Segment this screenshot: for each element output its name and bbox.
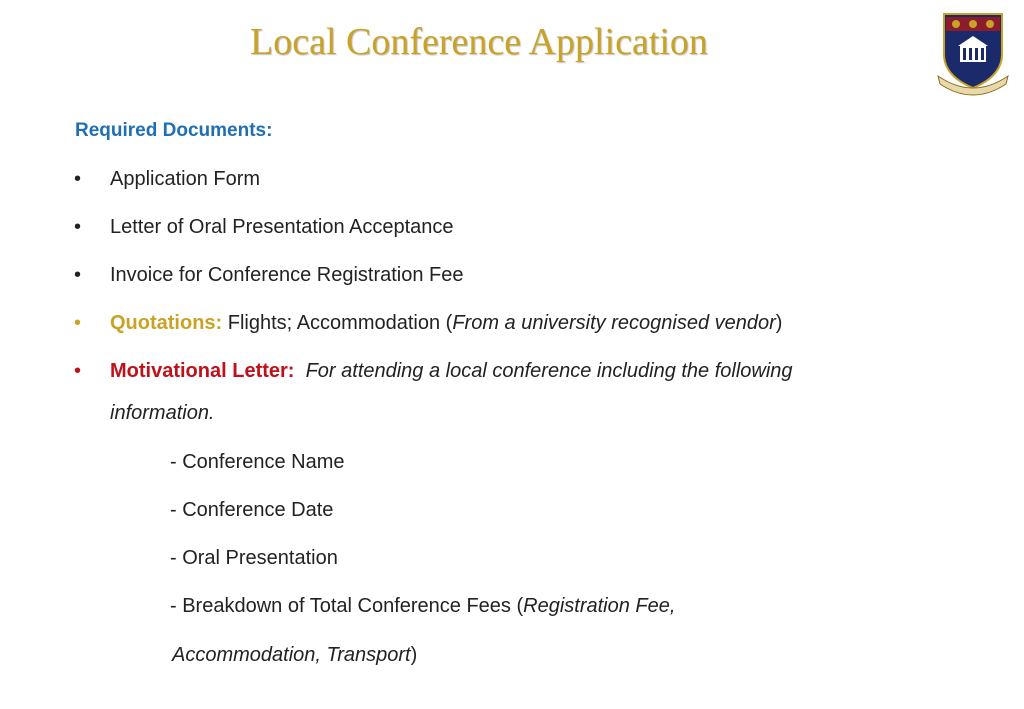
list-item-quotations — [110, 312, 782, 335]
quotations-text: Flights; Accommodation ( — [222, 312, 453, 334]
page-title: Local Conference Application — [250, 21, 708, 63]
bullet-marker: • — [74, 312, 82, 334]
quotations-label: Quotations: — [110, 312, 223, 334]
fee-breakdown-text: - Breakdown of Total Conference Fees ( — [170, 595, 524, 617]
fee-breakdown-close: ) — [410, 644, 418, 666]
bullet-marker: • — [74, 264, 82, 286]
sub-item-oral-presentation: - Oral Presentation — [170, 547, 338, 569]
motivational-label: Motivational Letter: — [110, 360, 295, 382]
fee-breakdown-registration: Registration Fee, — [523, 595, 676, 617]
list-item-acceptance-letter: Letter of Oral Presentation Acceptance — [110, 216, 454, 238]
list-item-invoice: Invoice for Conference Registration Fee — [110, 264, 464, 286]
sub-item-fee-breakdown-continued — [172, 644, 417, 667]
required-documents-heading: Required Documents: — [75, 120, 273, 141]
list-item-application-form: Application Form — [110, 168, 261, 190]
fee-breakdown-accommodation-transport: Accommodation, Transport — [172, 644, 411, 666]
university-crest-icon — [936, 10, 1010, 96]
sub-item-conference-date: - Conference Date — [170, 499, 334, 521]
sub-item-fee-breakdown — [170, 595, 675, 618]
motivational-description: For attending a local conference including the following — [305, 360, 793, 382]
quotations-vendor-note: From a university recognised vendor — [452, 312, 776, 334]
bullet-marker: • — [74, 168, 82, 190]
sub-item-conference-name: - Conference Name — [170, 451, 345, 473]
quotations-close: ) — [775, 312, 783, 334]
bullet-marker: • — [74, 216, 82, 238]
motivational-description-continued: information. — [110, 402, 215, 424]
bullet-marker: • — [74, 360, 82, 382]
list-item-motivational-letter — [110, 360, 793, 383]
